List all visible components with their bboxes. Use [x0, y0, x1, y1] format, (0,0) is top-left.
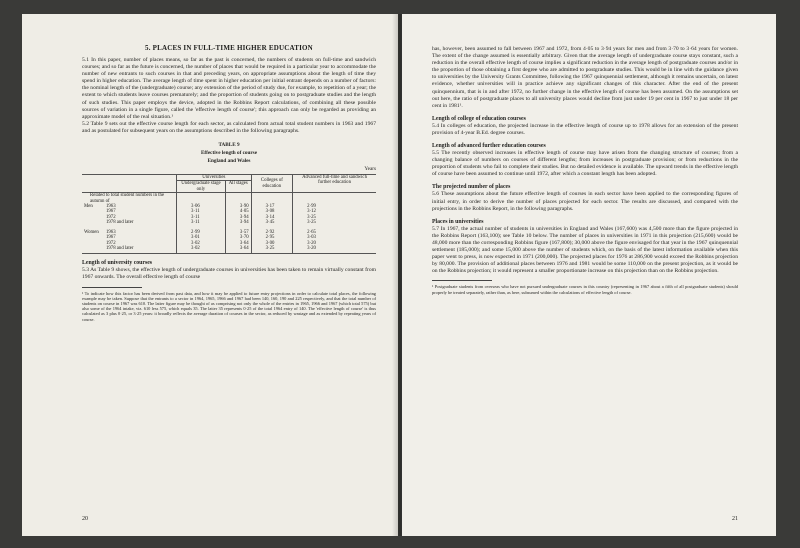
heading-places-universities: Places in universities: [432, 218, 484, 225]
paragraph-5-2: 5.2 Table 9 sets out the effective course length for each sector, as calculated from actual total student numbers in 1963 and 1967 and as postulated for subsequent years on the assumptions described in the following paragraphs.: [82, 120, 376, 134]
row-label: 1978 and later: [106, 220, 134, 226]
paragraph-5-7: 5.7 In 1967, the actual number of students in universities in England and Wales (167,600) was 4,500 more than the figure projected in the Robbins Report (163,100); see Table 10 below. The number of places in universities in 1971 in this projection (215,600) would be 48,000 more than the corresponding Robbins figure (167,800); 30,000 above the figure envisaged for that year in the 1967 quinquennial settlement (185,000); and some 15,000 above the number of students which, on the basis of the latest information available when this paper went to press, is now expected in 1971 (200,000). The projected places for 1976 at 286,900 would exceed the Robbins projection by 80,000. The provision of additional places between 1976 and 1981 would be some 110,000 on the present projection, as it would be on the Robbins projection; it would represent a smaller proportionate increase on this projection than on the Robbins projection.: [432, 225, 738, 275]
cell-all: 4·05: [225, 209, 251, 214]
cell-adv: 3·12: [293, 209, 376, 214]
paragraph-5-1: 5.1 In this paper, number of places means, so far as the past is concerned, the numbers of students on full-time and sandwich courses; and so far as the future is concerned, the number of places that would be required in a particular year to accommodate the number of new entrants to such courses in that and preceding years, on appropriate assumptions about the length of time they spend in higher education. The average length of time spent in higher education per initial entrant depends on a number of factors: the nominal length of the (undergraduate) course; any extension of the period of study due, for example, to repetition of a year; the extent to which students leave courses prematurely; and the proportion of students going on to postgraduate studies and the length of such studies. This paper employs the device, adopted in the Robbins Report calculations, of combining all these possible sources of variation in a single figure, called the 'effective length of course'; this approach can only be regarded as providing an approximate model of the real situation.¹: [82, 57, 376, 120]
cell-ug: 3·06: [177, 204, 226, 209]
page-number-left: 20: [82, 516, 88, 522]
cell-ug: 3·02: [177, 246, 226, 251]
cell-all: 3·57: [225, 230, 251, 235]
paragraph-5-5: 5.5 The recently observed increases in effective length of course may have arisen from the changing structure of courses; from a changing balance of numbers on courses of different lengths; from increases in postgraduate provision; or from reductions in the proportion of students who fail to complete their studies. But no detailed evidence is available. The upward trends in the effective length of course have been assumed to continue until 1972, after which a constant length has been adopted.: [432, 150, 738, 178]
cell-adv: 2·99: [293, 204, 376, 209]
right-page: [402, 14, 776, 536]
row-label: 1972: [106, 240, 116, 246]
paragraph-continued: has, however, been assumed to fall between 1967 and 1972, from 4·05 to 3·94 years for men and from 3·70 to 3·64 years for women. The extent of the change assumed is essentially arbitrary. Given that the average length of undergraduate course stays constant, such a reduction in the overall effective length of course implies a significant reduction in the average length of postgraduate courses and/or in the proportion of those obtaining a first degree who are admitted to postgraduate studies. This would be in line with the guidance given to universities by the University Grants Committee, following the 1967 quinquennial settlement, although it remains uncertain, on latest evidence, whether universities will in practice achieve any significant changes of this character. After the end of the present quinquennium, that is in and after 1972, no further change in the effective length of course has been assumed. On the assumptions set out here, the ratio of postgraduate places to all university places would decline from just under 19 per cent in 1967 to just under 18 per cent in 1981¹.: [432, 46, 738, 109]
cell-col: 3·25: [251, 246, 292, 251]
table-title: Effective length of course: [200, 150, 258, 157]
table-group-men: [82, 204, 376, 226]
cell-col: 3·17: [251, 204, 292, 209]
cell-ug: 3·02: [177, 241, 226, 246]
footnote-left: ¹ To indicate how this factor has been derived from past data, and how it may be applied to future entry projections in order to calculate total places, the following example may be taken. Suppose that the entrants to a sector in 1964, 1965, 1966 and 1967 had been 140, 160, 190 and 225 respectively, and that the total number of students on course in 1967 was 610. The latter figure may be thought of as comprising not only the whole of the entries in 1965, 1966 and 1967 (which total 575) but also some of the 1964 intake, viz. 610 less 575, which equals 35. The latter 35 represents 0·25 of the total 1964 entry of 140. The 'effective length of course' is thus calculated as 3 plus 0·25, or 3·25 years: it broadly reflects the average duration of courses in the sector, as reduced by wastage and as extended by repeating years of course.: [82, 290, 376, 322]
table-9: [82, 174, 376, 254]
page-number-right: 21: [732, 516, 738, 522]
heading-college-courses: Length of college of education courses: [432, 115, 526, 122]
paragraph-5-3: 5.3 As Table 9 shows, the effective length of undergraduate courses in universities has been taken to remain virtually constant from 1967 onwards. The overall effective length of course: [82, 267, 376, 281]
cell-all: 3·94: [225, 215, 251, 220]
row-label: 1967: [106, 235, 116, 241]
heading-university-courses: Length of university courses: [82, 260, 153, 267]
col-universities: Universities: [177, 175, 252, 181]
cell-ug: 2·99: [177, 230, 226, 235]
cell-col: 3·45: [251, 220, 292, 225]
cell-adv: 3·20: [293, 241, 376, 246]
cell-ug: 3·01: [177, 235, 226, 240]
cell-all: 3·70: [225, 235, 251, 240]
cell-adv: 3·25: [293, 215, 376, 220]
table-label: TABLE 9: [218, 142, 240, 149]
cell-ug: 3·11: [177, 215, 226, 220]
cell-col: 3·14: [251, 215, 292, 220]
cell-col: 3·00: [251, 241, 292, 246]
cell-ug: 3·11: [177, 220, 226, 225]
cell-ug: 3·11: [177, 209, 226, 214]
col-undergraduate: Undergraduate stage only: [177, 181, 226, 193]
paragraph-5-4: 5.4 In colleges of education, the projected increase in the effective length of course up to 1978 allows for an extension of the present provision of 4-year B.Ed. degree courses.: [432, 122, 738, 136]
cell-col: 2·95: [251, 235, 292, 240]
row-label: 1972: [106, 214, 116, 220]
cell-adv: 3·25: [293, 220, 376, 225]
paragraph-5-6: 5.6 These assumptions about the future effective length of courses in each sector have been applied to the corresponding figures of initial entry, in order to derive the number of places projected for each sector. The results are discussed, and compared with the projections in the Robbins Report, in the following paragraphs.: [432, 191, 738, 212]
table-unit: Years: [364, 166, 376, 173]
col-advanced: Advanced full-time and sandwich further education: [293, 175, 376, 193]
col-colleges: Colleges of education: [251, 175, 292, 193]
row-intro: Related to total student numbers in the autumn of: [90, 193, 165, 204]
cell-adv: 2·65: [293, 230, 376, 235]
col-all-stages: All stages: [225, 181, 251, 193]
cell-col: 3·08: [251, 209, 292, 214]
cell-adv: 3·03: [293, 235, 376, 240]
heading-projected-places: The projected number of places: [432, 184, 511, 191]
footnote-right: ¹ Postgraduate students from overseas who have not pursued undergraduate courses in this country (representing in 1967 about a fifth of all postgraduate students) should properly be treated separately, rather than, as here, subsumed within the calculations of effective length of course.: [432, 284, 738, 295]
table-group-women: [82, 230, 376, 252]
left-page: [22, 14, 398, 536]
row-label: 1978 and later: [106, 245, 134, 251]
table-subtitle: England and Wales: [207, 158, 251, 165]
row-label: 1967: [106, 209, 116, 215]
row-label: Women 1963: [84, 229, 116, 235]
cell-col: 2·92: [251, 230, 292, 235]
row-label: Men 1963: [84, 204, 116, 210]
cell-all: 3·64: [225, 241, 251, 246]
cell-all: 3·64: [225, 246, 251, 251]
heading-further-education: Length of advanced further education courses: [432, 143, 546, 150]
section-title: 5. PLACES IN FULL-TIME HIGHER EDUCATION: [145, 44, 313, 52]
cell-adv: 3·20: [293, 246, 376, 251]
cell-all: 3·90: [225, 204, 251, 209]
cell-all: 3·94: [225, 220, 251, 225]
